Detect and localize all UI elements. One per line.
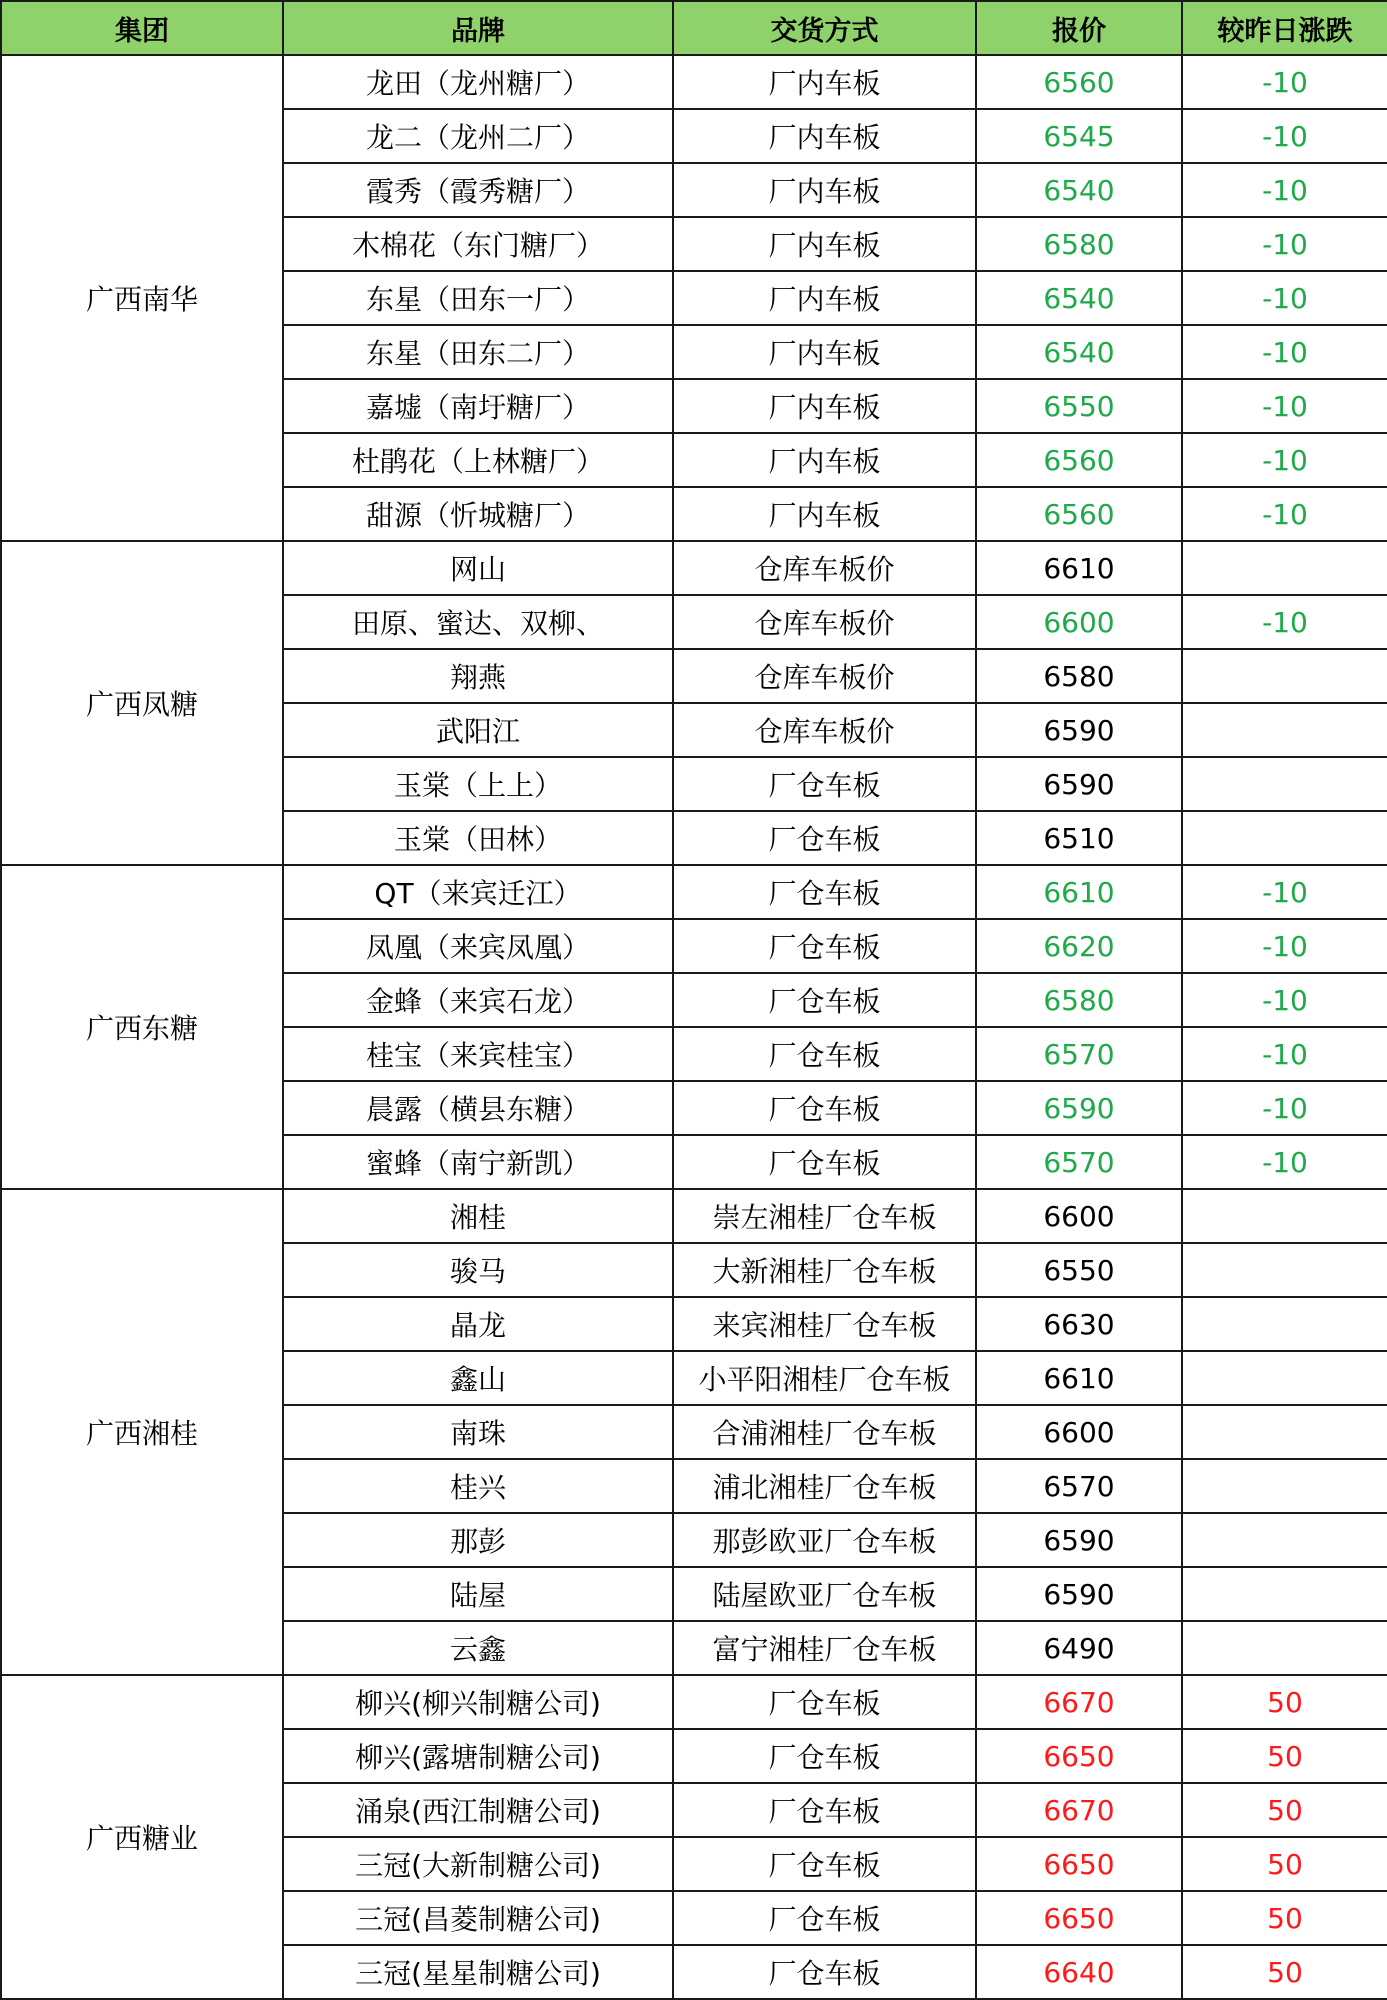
group-name-cell: 广西南华: [1, 55, 283, 541]
change-cell: -10: [1182, 865, 1387, 919]
price-cell: 6560: [976, 433, 1182, 487]
change-cell: -10: [1182, 595, 1387, 649]
change-cell: -10: [1182, 55, 1387, 109]
delivery-cell: 厂内车板: [673, 109, 976, 163]
change-cell: -10: [1182, 163, 1387, 217]
price-cell: 6580: [976, 217, 1182, 271]
change-cell: [1182, 1297, 1387, 1351]
brand-cell: 晶龙: [283, 1297, 673, 1351]
price-cell: 6545: [976, 109, 1182, 163]
delivery-cell: 浦北湘桂厂仓车板: [673, 1459, 976, 1513]
price-cell: 6600: [976, 1189, 1182, 1243]
price-cell: 6550: [976, 379, 1182, 433]
delivery-cell: 厂仓车板: [673, 757, 976, 811]
delivery-cell: 厂内车板: [673, 325, 976, 379]
delivery-cell: 那彭欧亚厂仓车板: [673, 1513, 976, 1567]
price-cell: 6590: [976, 1567, 1182, 1621]
change-cell: 50: [1182, 1945, 1387, 1999]
change-cell: -10: [1182, 433, 1387, 487]
price-cell: 6590: [976, 703, 1182, 757]
group-name-cell: 广西东糖: [1, 865, 283, 1189]
change-cell: 50: [1182, 1729, 1387, 1783]
price-cell: 6610: [976, 541, 1182, 595]
delivery-cell: 厂内车板: [673, 217, 976, 271]
delivery-cell: 仓库车板价: [673, 649, 976, 703]
delivery-cell: 厂内车板: [673, 379, 976, 433]
delivery-cell: 大新湘桂厂仓车板: [673, 1243, 976, 1297]
header-delivery: 交货方式: [673, 1, 976, 55]
brand-cell: 龙二（龙州二厂）: [283, 109, 673, 163]
table-row: [1, 1675, 1387, 1729]
change-cell: -10: [1182, 1027, 1387, 1081]
change-cell: 50: [1182, 1675, 1387, 1729]
change-cell: -10: [1182, 217, 1387, 271]
change-cell: [1182, 1459, 1387, 1513]
price-cell: 6650: [976, 1837, 1182, 1891]
brand-cell: 柳兴(柳兴制糖公司): [283, 1675, 673, 1729]
price-cell: 6650: [976, 1729, 1182, 1783]
brand-cell: 三冠(昌菱制糖公司): [283, 1891, 673, 1945]
brand-cell: 三冠(星星制糖公司): [283, 1945, 673, 1999]
price-cell: 6640: [976, 1945, 1182, 1999]
brand-cell: 骏马: [283, 1243, 673, 1297]
price-cell: 6670: [976, 1675, 1182, 1729]
table-body: [1, 55, 1387, 1999]
delivery-cell: 厂仓车板: [673, 1135, 976, 1189]
brand-cell: 涌泉(西江制糖公司): [283, 1783, 673, 1837]
group-name-cell: 广西凤糖: [1, 541, 283, 865]
change-cell: -10: [1182, 271, 1387, 325]
brand-cell: 东星（田东一厂）: [283, 271, 673, 325]
price-cell: 6620: [976, 919, 1182, 973]
delivery-cell: 合浦湘桂厂仓车板: [673, 1405, 976, 1459]
brand-cell: 那彭: [283, 1513, 673, 1567]
price-cell: 6590: [976, 757, 1182, 811]
price-cell: 6570: [976, 1027, 1182, 1081]
header-group: 集团: [1, 1, 283, 55]
change-cell: -10: [1182, 325, 1387, 379]
price-cell: 6590: [976, 1513, 1182, 1567]
price-cell: 6550: [976, 1243, 1182, 1297]
delivery-cell: 厂仓车板: [673, 1081, 976, 1135]
price-cell: 6560: [976, 487, 1182, 541]
brand-cell: 玉棠（上上）: [283, 757, 673, 811]
brand-cell: 网山: [283, 541, 673, 595]
delivery-cell: 厂仓车板: [673, 1891, 976, 1945]
brand-cell: 桂兴: [283, 1459, 673, 1513]
delivery-cell: 来宾湘桂厂仓车板: [673, 1297, 976, 1351]
brand-cell: 甜源（忻城糖厂）: [283, 487, 673, 541]
change-cell: [1182, 1243, 1387, 1297]
change-cell: -10: [1182, 109, 1387, 163]
table-row: [1, 541, 1387, 595]
header-price: 报价: [976, 1, 1182, 55]
change-cell: -10: [1182, 379, 1387, 433]
delivery-cell: 厂内车板: [673, 55, 976, 109]
brand-cell: 柳兴(露塘制糖公司): [283, 1729, 673, 1783]
price-cell: 6600: [976, 595, 1182, 649]
brand-cell: 武阳江: [283, 703, 673, 757]
delivery-cell: 富宁湘桂厂仓车板: [673, 1621, 976, 1675]
header-row: [1, 1, 1387, 55]
change-cell: [1182, 1567, 1387, 1621]
change-cell: 50: [1182, 1783, 1387, 1837]
brand-cell: 嘉墟（南圩糖厂）: [283, 379, 673, 433]
price-cell: 6570: [976, 1459, 1182, 1513]
brand-cell: 龙田（龙州糖厂）: [283, 55, 673, 109]
price-cell: 6590: [976, 1081, 1182, 1135]
delivery-cell: 厂内车板: [673, 433, 976, 487]
group-name-cell: 广西糖业: [1, 1675, 283, 1999]
delivery-cell: 厂内车板: [673, 271, 976, 325]
price-cell: 6490: [976, 1621, 1182, 1675]
brand-cell: 南珠: [283, 1405, 673, 1459]
price-cell: 6610: [976, 1351, 1182, 1405]
header-brand: 品牌: [283, 1, 673, 55]
brand-cell: 陆屋: [283, 1567, 673, 1621]
price-cell: 6540: [976, 325, 1182, 379]
brand-cell: 桂宝（来宾桂宝）: [283, 1027, 673, 1081]
brand-cell: 云鑫: [283, 1621, 673, 1675]
change-cell: 50: [1182, 1891, 1387, 1945]
delivery-cell: 厂仓车板: [673, 865, 976, 919]
delivery-cell: 崇左湘桂厂仓车板: [673, 1189, 976, 1243]
delivery-cell: 小平阳湘桂厂仓车板: [673, 1351, 976, 1405]
price-cell: 6560: [976, 55, 1182, 109]
table-row: [1, 1189, 1387, 1243]
price-cell: 6580: [976, 973, 1182, 1027]
brand-cell: QT（来宾迁江）: [283, 865, 673, 919]
price-cell: 6610: [976, 865, 1182, 919]
brand-cell: 霞秀（霞秀糖厂）: [283, 163, 673, 217]
change-cell: -10: [1182, 1081, 1387, 1135]
delivery-cell: 厂仓车板: [673, 1027, 976, 1081]
brand-cell: 三冠(大新制糖公司): [283, 1837, 673, 1891]
brand-cell: 翔燕: [283, 649, 673, 703]
change-cell: -10: [1182, 973, 1387, 1027]
table-row: [1, 865, 1387, 919]
change-cell: [1182, 541, 1387, 595]
brand-cell: 金蜂（来宾石龙）: [283, 973, 673, 1027]
change-cell: [1182, 811, 1387, 865]
change-cell: [1182, 1621, 1387, 1675]
delivery-cell: 厂内车板: [673, 487, 976, 541]
price-cell: 6540: [976, 163, 1182, 217]
delivery-cell: 厂仓车板: [673, 1837, 976, 1891]
table-row: [1, 55, 1387, 109]
delivery-cell: 厂内车板: [673, 163, 976, 217]
delivery-cell: 厂仓车板: [673, 973, 976, 1027]
brand-cell: 晨露（横县东糖）: [283, 1081, 673, 1135]
change-cell: [1182, 1351, 1387, 1405]
delivery-cell: 陆屋欧亚厂仓车板: [673, 1567, 976, 1621]
brand-cell: 湘桂: [283, 1189, 673, 1243]
delivery-cell: 仓库车板价: [673, 541, 976, 595]
change-cell: [1182, 757, 1387, 811]
brand-cell: 杜鹃花（上林糖厂）: [283, 433, 673, 487]
brand-cell: 凤凰（来宾凤凰）: [283, 919, 673, 973]
delivery-cell: 厂仓车板: [673, 1945, 976, 1999]
price-cell: 6600: [976, 1405, 1182, 1459]
change-cell: -10: [1182, 1135, 1387, 1189]
change-cell: [1182, 1189, 1387, 1243]
price-cell: 6580: [976, 649, 1182, 703]
price-cell: 6540: [976, 271, 1182, 325]
delivery-cell: 仓库车板价: [673, 703, 976, 757]
delivery-cell: 仓库车板价: [673, 595, 976, 649]
price-cell: 6630: [976, 1297, 1182, 1351]
header-change: 较昨日涨跌: [1182, 1, 1387, 55]
price-cell: 6570: [976, 1135, 1182, 1189]
brand-cell: 木棉花（东门糖厂）: [283, 217, 673, 271]
price-cell: 6650: [976, 1891, 1182, 1945]
change-cell: -10: [1182, 487, 1387, 541]
delivery-cell: 厂仓车板: [673, 1783, 976, 1837]
change-cell: -10: [1182, 919, 1387, 973]
brand-cell: 玉棠（田林）: [283, 811, 673, 865]
brand-cell: 田原、蜜达、双柳、: [283, 595, 673, 649]
change-cell: [1182, 1513, 1387, 1567]
price-cell: 6510: [976, 811, 1182, 865]
price-cell: 6670: [976, 1783, 1182, 1837]
change-cell: [1182, 649, 1387, 703]
delivery-cell: 厂仓车板: [673, 811, 976, 865]
delivery-cell: 厂仓车板: [673, 1729, 976, 1783]
brand-cell: 鑫山: [283, 1351, 673, 1405]
brand-cell: 蜜蜂（南宁新凯）: [283, 1135, 673, 1189]
delivery-cell: 厂仓车板: [673, 919, 976, 973]
change-cell: 50: [1182, 1837, 1387, 1891]
delivery-cell: 厂仓车板: [673, 1675, 976, 1729]
change-cell: [1182, 1405, 1387, 1459]
brand-cell: 东星（田东二厂）: [283, 325, 673, 379]
group-name-cell: 广西湘桂: [1, 1189, 283, 1675]
change-cell: [1182, 703, 1387, 757]
